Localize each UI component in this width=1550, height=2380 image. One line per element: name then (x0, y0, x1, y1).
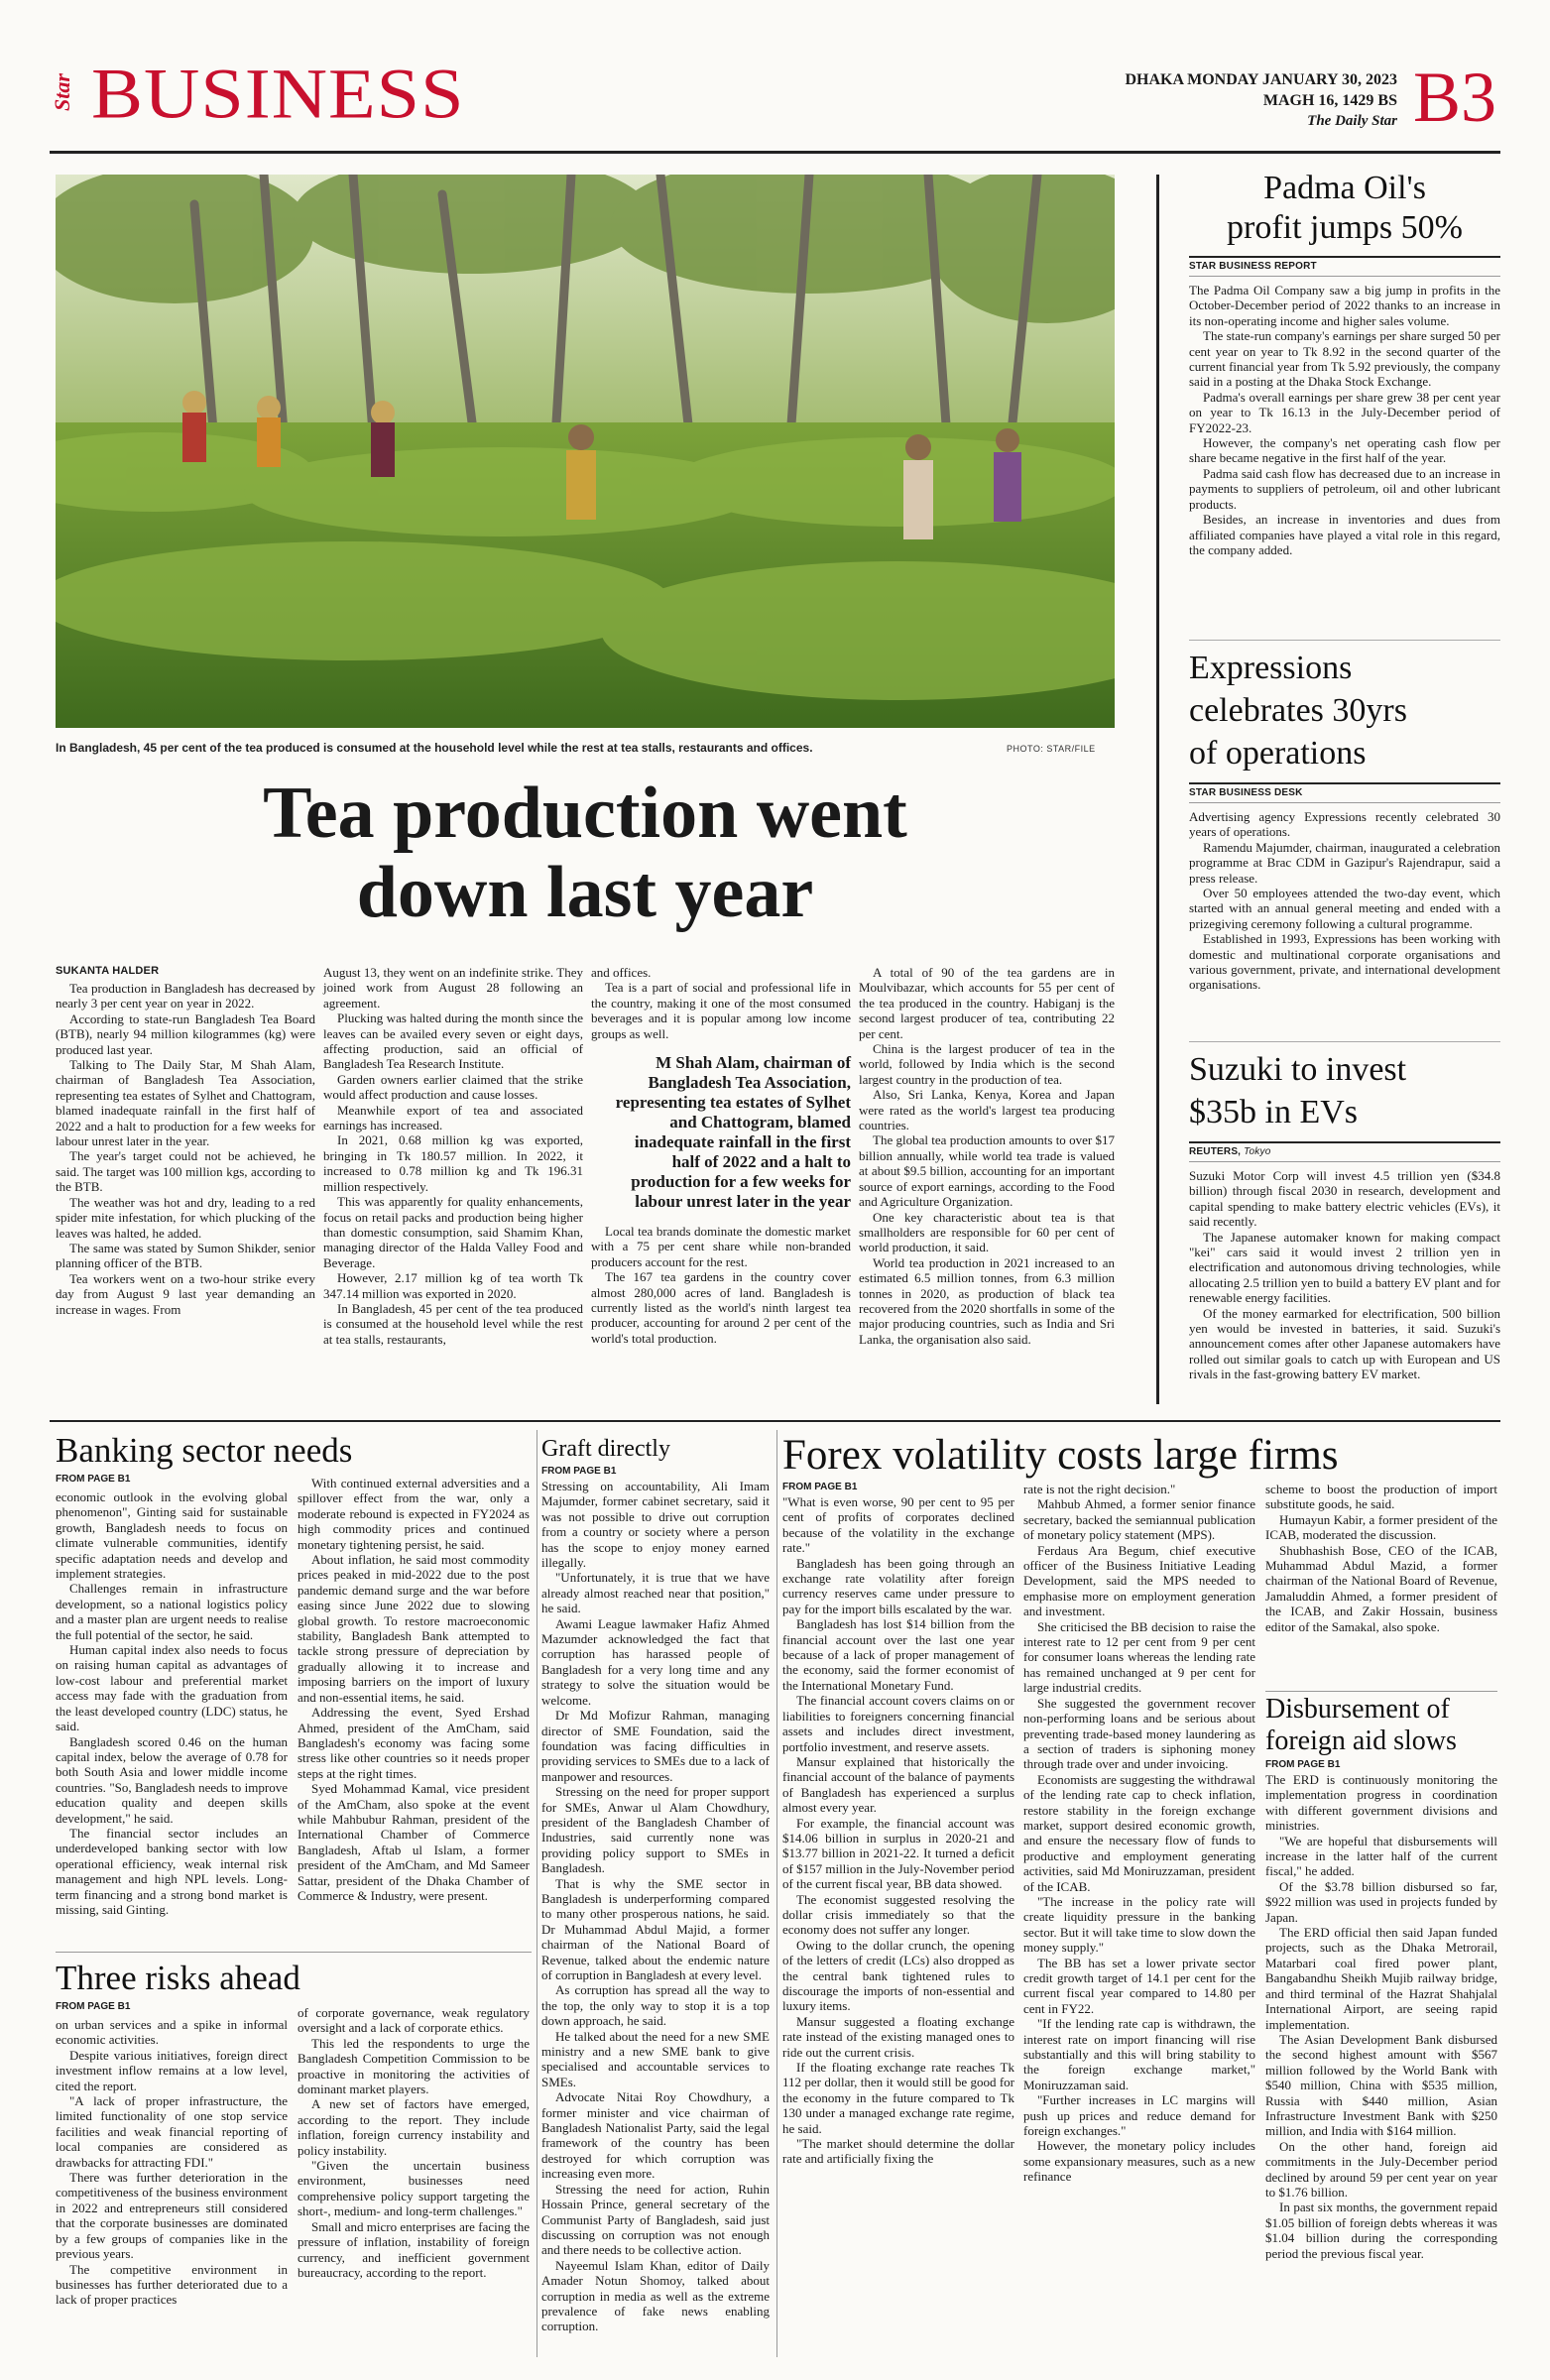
paragraph: Also, Sri Lanka, Kenya, Korea and Japan were rated as the world's largest tea producing countries. (859, 1087, 1115, 1133)
paragraph: Of the $3.78 billion disbursed so far, $922 million was used in projects funded by Japan. (1265, 1878, 1497, 1925)
lead-byline: SUKANTA HALDER (56, 965, 160, 977)
paragraph: The Asian Development Bank disbursed the second highest amount with $567 million followed by the World Bank with $540 million, China with $535 million, Russia with $440 million, Asian Infrastructure Investment Bank with $250 million, and India with $164 million. (1265, 2031, 1497, 2139)
paragraph: Suzuki Motor Corp will invest 4.5 trillion yen ($34.8 billion) through fiscal 2030 in research, development and capital spending to make battery electric vehicles (EVs), it said recently. (1189, 1168, 1500, 1230)
paragraph: rate is not the right decision." (1023, 1482, 1176, 1496)
paragraph: Shubhashish Bose, CEO of the ICAB, Muhammad Abdul Mazid, a former chairman of the National Board of Revenue, Jamaluddin Ahmed, a former president of the ICAB, and Zakir Hossain, business editor of the Samakal, also spoke. (1265, 1542, 1497, 1634)
paragraph: Small and micro enterprises are facing the pressure of inflation, instability of foreign currency, and inefficient government bureaucracy, according to the report. (298, 2218, 530, 2280)
paragraph: In 2021, 0.68 million kg was exported, bringing in Tk 180.57 million. In 2022, it increased to 0.78 million kg and Tk 196.31 million respectively. (323, 1132, 583, 1194)
paragraph: World tea production in 2021 increased to an estimated 6.5 million tonnes, from 6.3 million tonnes in 2020, as production of black tea recovered from the 2020 shortfalls in some of the major producing countries, such as India and Sri Lanka, the organisation also said. (859, 1254, 1115, 1347)
paragraph: Syed Mohammad Kamal, vice president of the AmCham, also spoke at the event while Mahbubur Rahman, president of the International Chamber of Commerce Bangladesh, Aftab ul Islam, a former president of the AmCham, and Md Sameer Sattar, president of the Dhaka Chamber of Commerce & Industry, were present. (298, 1781, 530, 1903)
aid-story (1265, 1691, 1497, 2261)
lead-col-2 (323, 965, 583, 1347)
paragraph: Mansur suggested a floating exchange rate instead of the existing managed ones to ride out the current crisis. (782, 2013, 1014, 2060)
paragraph: Addressing the event, Syed Ershad Ahmed, president of the AmCham, said Bangladesh's economy was facing some stress like other countries so it needs proper steps at the right times. (298, 1705, 530, 1781)
section-rule (50, 1420, 1500, 1422)
expressions-byline: STAR BUSINESS DESK (1189, 787, 1500, 803)
masthead-rule (50, 151, 1500, 154)
paragraph: Ferdaus Ara Begum, chief executive officer of the Business Initiative Leading Development, said the MPS needed to emphasise more on employment generation and investment. (1023, 1542, 1255, 1619)
lead-col-3 (591, 965, 851, 1346)
paragraph: Bangladesh has lost $14 billion from the financial account over the last one year because of a lack of proper management of the economy, said the former economist of the International Monetary Fund. (782, 1616, 1014, 1693)
suzuki-headline-1: Suzuki to invest (1189, 1051, 1407, 1088)
paragraph: on urban services and a spike in informal economic activities. (56, 2017, 288, 2048)
suzuki-byline-agency: REUTERS, (1189, 1146, 1242, 1157)
paragraph: That is why the SME sector in Bangladesh is underperforming compared to many other prosperous nations, he said. Dr Muhammad Abdul Majid, a former chairman of the National Board of Revenue, talked about the endemic nature of corruption in Bangladesh at every level. (541, 1875, 770, 1982)
paragraph: "Further increases in LC margins will push up prices and reduce demand for foreign exchanges." (1023, 2092, 1255, 2139)
pull-quote: M Shah Alam, chairman of Bangladesh Tea Association, representing tea estates of Sylhet and Chattogram, blamed inadequate rainfall in the first half of 2022 and a halt to production for a few weeks for labour unrest later in the year (615, 1053, 851, 1212)
star-logo: Star (50, 73, 74, 111)
risks-headline: Three risks ahead (56, 1959, 300, 1997)
padma-headline-1: Padma Oil's (1263, 170, 1426, 206)
paragraph: In past six months, the government repaid $1.05 billion of foreign debts whereas it was $1.04 billion during the corresponding period the previous fiscal year. (1265, 2200, 1497, 2261)
paragraph: Tea workers went on a two-hour strike every day from August 9 last year demanding an increase in wages. From (56, 1270, 315, 1317)
tea-garden-photo (56, 175, 1115, 728)
paragraph: "The market should determine the dollar rate and artificially fixing the (782, 2136, 1014, 2167)
paragraph: The year's target could not be achieved, he said. The target was 100 million kgs, according to the BTB. (56, 1148, 315, 1195)
paragraph: Plucking was halted during the month since the leaves can be availed every seven or eight days, affecting production, said an official of Bangladesh Tea Research Institute. (323, 1011, 583, 1072)
paragraph: He talked about the need for a new SME ministry and a new SME bank to give specialised and accountable services to SMEs. (541, 2028, 770, 2089)
paragraph: Tea production in Bangladesh has decreased by nearly 3 per cent year on year in 2022. (56, 981, 315, 1012)
page-number: B3 (1412, 58, 1496, 137)
aid-headline-1: Disbursement of (1265, 1694, 1450, 1725)
expressions-story (1189, 640, 1500, 993)
paragraph: The 167 tea gardens in the country cover almost 280,000 acres of land. Bangladesh is currently listed as the world's ninth largest tea producer, accounting for around 2 per cent of the world's total production. (591, 1269, 851, 1346)
paragraph: Owing to the dollar crunch, the opening of the letters of credit (LCs) also dropped as the central bank tightened rules to discourage the imports of non-essential and luxury items. (782, 1937, 1014, 2014)
paragraph: Nayeemul Islam Khan, editor of Daily Amader Notun Shomoy, talked about corruption in media as well as the extreme prevalence of fake news enabling corruption. (541, 2257, 770, 2334)
suzuki-byline-place: Tokyo (1244, 1146, 1271, 1157)
paragraph: On the other hand, foreign aid commitments in the July-December period declined by around 59 per cent year on year to $1.76 billion. (1265, 2138, 1497, 2200)
paragraph: Besides, an increase in inventories and dues from affiliated companies have played a vital role in this regard, the company added. (1189, 512, 1500, 557)
paragraph: Challenges remain in infrastructure development, so a national logistics policy and a master plan are urgent needs to realise the full potential of the sector, he said. (56, 1581, 288, 1642)
paragraph: Garden owners earlier claimed that the strike would affect production and cause losses. (323, 1071, 583, 1103)
paragraph: Ramendu Majumder, chairman, inaugurated a celebration programme at Brac CDM in Gazipur's Rajendrapur, said a press release. (1189, 839, 1500, 886)
paragraph: "If the lending rate cap is withdrawn, the interest rate on import financing will rise substantially and this will bring stability to the foreign exchange market," Moniruzzaman said. (1023, 2016, 1255, 2092)
paragraph: For example, the financial account was $14.06 billion in surplus in 2020-21 and $13.77 billion in 2021-22. It turned a deficit of $157 million in the July-November period of the current fiscal year, BB data showed. (782, 1815, 1014, 1892)
paragraph: Advocate Nitai Roy Chowdhury, a former minister and vice chairman of Bangladesh Nationalist Party, said the legal framework of the country has been destroyed for which corruption was increasing even more. (541, 2089, 770, 2182)
paragraph: Human capital index also needs to focus on raising human capital as advantages of low-cost labour and preferential market access may fade with the graduation from the least developed country (LDC) status, he said. (56, 1642, 288, 1734)
paragraph: As corruption has spread all the way to the top, the only way to stop it is a top down approach, he said. (541, 1982, 770, 2029)
paragraph: Tea is a part of social and professional life in the country, making it one of the most consumed beverages and it is popular among low income groups as well. (591, 980, 851, 1041)
banking-headline: Banking sector needs (56, 1431, 353, 1470)
paragraph: Over 50 employees attended the two-day event, which started with an annual general meeting and ended with a prizegiving ceremony following a cultural programme. (1189, 886, 1500, 931)
paragraph: About inflation, he said most commodity prices peaked in mid-2022 due to the post pandemic demand surge and the war before easing since June 2022 due to slowing global growth. To restore macroeconomic stability, Bangladesh Bank attempted to tackle strong pressure of depreciation by gradually allowing it to increase and imposing barriers on the import of luxury and non-essential items, he said. (298, 1552, 530, 1705)
section-title: BUSINESS (91, 54, 465, 134)
graft-story (541, 1434, 770, 2334)
paragraph: However, 2.17 million kg of tea worth Tk 347.14 million was exported in 2020. (323, 1270, 583, 1301)
paragraph: Despite various initiatives, foreign direct investment inflow remains at a low level, cited the report. (56, 2047, 288, 2093)
paragraph: "What is even worse, 90 per cent to 95 per cent of profits of corporates declined because of the volatility in the exchange rate." (782, 1494, 1014, 1556)
paragraph: Bangladesh scored 0.46 on the human capital index, below the average of 0.78 for both South Asia and lower middle income countries. "So, Bangladesh needs to improve education quality and deepen skills development," he said. (56, 1733, 288, 1826)
paragraph: Meanwhile export of tea and associated earnings has increased. (323, 1102, 583, 1133)
paragraph: "The increase in the policy rate will create liquidity pressure in the banking sector. But it will take time to slow down the money supply." (1023, 1893, 1255, 1956)
lead-col-1 (56, 965, 315, 1317)
paragraph: Bangladesh has been going through an exchange rate volatility after foreign currency reserves came under pressure to pay for the import bills escalated by the war. (782, 1555, 1014, 1616)
paragraph: Mahbub Ahmed, a former senior finance secretary, backed the semiannual publication of monetary policy statement (MPS). (1023, 1496, 1255, 1543)
banking-from-line: FROM PAGE B1 (56, 1474, 131, 1485)
paragraph: The financial account covers claims on or liabilities to foreigners concerning financial assets and includes direct investment, portfolio investment, and reserve assets. (782, 1693, 1014, 1754)
paragraph: Humayun Kabir, a former president of the ICAB, moderated the discussion. (1265, 1511, 1497, 1543)
paragraph: In Bangladesh, 45 per cent of the tea produced is consumed at the household level while the rest at tea stalls, restaurants, (323, 1300, 583, 1347)
bangla-date: MAGH 16, 1429 BS (1262, 92, 1397, 109)
paragraph: The global tea production amounts to over $17 billion annually, while world tea trade is valued at about $9.5 billion, accounting for an important source of export earnings, according to the Food and Agriculture Organization. (859, 1132, 1115, 1210)
suzuki-byline (1189, 1146, 1500, 1162)
aid-from-line: FROM PAGE B1 (1265, 1759, 1341, 1770)
paragraph: She suggested the government recover non-performing loans and be serious about preventing trade-based money laundering as a section of traders is siphoning money through trade over and under invoicing. (1023, 1695, 1255, 1772)
paragraph: Stressing on accountability, Ali Imam Majumder, former cabinet secretary, said it was not possible to drive out corruption from a country or society where a person has the scope to enjoy money earned illegally. (541, 1479, 770, 1571)
suzuki-story (1189, 1041, 1500, 1382)
paragraph: Dr Md Mofizur Rahman, managing director of SME Foundation, said the foundation was facing difficulties in providing services to SMEs due to a lack of manpower and resources. (541, 1708, 770, 1784)
forex-col-3 (1265, 1482, 1497, 1634)
padma-story (1189, 169, 1500, 557)
paragraph: Padma's overall earnings per share grew 38 per cent year on year to Tk 16.13 in the July-December period of FY2022-23. (1189, 389, 1500, 435)
paragraph: The ERD is continuously monitoring the implementation progress in coordination with different government divisions and ministries. (1265, 1772, 1497, 1834)
column-divider (776, 1430, 777, 2357)
paragraph: The economist suggested resolving the dollar crisis immediately so that the economy does not suffer any longer. (782, 1891, 1014, 1938)
paragraph: One key characteristic about tea is that smallholders are responsible for 60 per cent of world production, it said. (859, 1209, 1115, 1255)
forex-col-1 (782, 1494, 1014, 2167)
paragraph: Local tea brands dominate the domestic market with a 75 per cent share while non-branded producers account for the rest. (591, 1224, 851, 1269)
padma-headline-2: profit jumps 50% (1227, 209, 1463, 246)
paragraph: Advertising agency Expressions recently celebrated 30 years of operations. (1189, 809, 1500, 840)
paragraph: The ERD official then said Japan funded projects, such as the Dhaka Metrorail, Matarbari coal fired power plant, Bangabandhu Sheikh Mujib railway bridge, and third terminal of the Hazrat Shahjalal International Airport, are seeing rapid implementation. (1265, 1925, 1497, 2032)
paragraph: of corporate governance, weak regulatory oversight and a lack of corporate ethics. (298, 2005, 530, 2036)
paragraph: The financial sector includes an underdeveloped banking sector with low operational efficiency, weak internal risk management and high NPL levels. Long-term financing and a strong bond market is missing, said Ginting. (56, 1825, 288, 1917)
photo-caption: In Bangladesh, 45 per cent of the tea produced is consumed at the household level while the rest at tea stalls, restaurants and offices. (56, 741, 813, 755)
paragraph: The Japanese automaker known for making compact "kei" cars said it would invest 2 trillion yen in electrification and autonomous driving technologies, while allocating 2.5 trillion yen to build a battery EV plant and for renewable energy facilities. (1189, 1229, 1500, 1306)
aid-headline-2: foreign aid slows (1265, 1726, 1457, 1756)
paragraph: However, the company's net operating cash flow per share became negative in the first half of the year. (1189, 435, 1500, 466)
paragraph: and offices. (591, 965, 652, 980)
paragraph: There was further deterioration in the competitiveness of the business environment in 2022 and entrepreneurs still considered that the corporate businesses are dominated by a few groups of companies like in the previous years. (56, 2170, 288, 2262)
paragraph: According to state-run Bangladesh Tea Board (BTB), nearly 94 million kilogrammes (kg) were produced last year. (56, 1011, 315, 1057)
paragraph: "Given the uncertain business environment, businesses need comprehensive policy support targeting the short-, medium- and long-term challenges." (298, 2158, 530, 2219)
story-rule (56, 1952, 532, 1953)
expressions-headline-1: Expressions (1189, 650, 1353, 686)
paragraph: "Unfortunately, it is true that we have already almost reached near that position," he said. (541, 1570, 770, 1616)
risks-col-1 (56, 2017, 288, 2308)
paragraph: The competitive environment in businesses has further deteriorated due to a lack of proper practices (56, 2261, 288, 2308)
forex-col-2 (1023, 1482, 1255, 2185)
lead-headline (56, 774, 1115, 932)
paragraph: Awami League lawmaker Hafiz Ahmed Mazumder acknowledged the fact that corruption has harassed people of Bangladesh for a very long time and any strategy to solve the situation would be welcome. (541, 1615, 770, 1708)
paragraph: A total of 90 of the tea gardens are in Moulvibazar, which accounts for 55 per cent of the tea produced in the country. Habiganj is the second largest producer of tea, contributing 22 per cent. (859, 965, 1115, 1041)
expressions-headline-2: celebrates 30yrs (1189, 692, 1407, 729)
dateline: DHAKA MONDAY JANUARY 30, 2023 (1125, 71, 1397, 88)
paragraph: "We are hopeful that disbursements will increase in the latter half of the current fiscal," he added. (1265, 1833, 1497, 1879)
lead-col-4 (859, 965, 1115, 1347)
paragraph: Of the money earmarked for electrification, 500 billion yen would be invested in batteries, it said. Suzuki's announcement comes after other Japanese automakers have rolled out similar goals to catch up with European and US rivals in the fast-growing battery EV market. (1189, 1305, 1500, 1382)
lead-headline-line-2: down last year (356, 852, 814, 933)
padma-byline: STAR BUSINESS REPORT (1189, 261, 1500, 277)
forex-from-line: FROM PAGE B1 (782, 1482, 858, 1492)
paragraph: Stressing the need for action, Ruhin Hossain Prince, general secretary of the Communist Party of Bangladesh, said just discussing on corruption was not enough and there needs to be collective action. (541, 2181, 770, 2258)
risks-from-line: FROM PAGE B1 (56, 2001, 131, 2012)
graft-from-line: FROM PAGE B1 (541, 1466, 617, 1477)
paragraph: The state-run company's earnings per share surged 50 per cent year on year to Tk 8.92 in the second quarter of the current financial year from Tk 5.92 previously, the company said in a posting at the Dhaka Stock Exchange. (1189, 328, 1500, 390)
column-divider (1156, 175, 1159, 1404)
paragraph: Mansur explained that historically the financial account of the balance of payments of Bangladesh has experienced a surplus almost every year. (782, 1753, 1014, 1816)
paragraph: This led the respondents to urge the Bangladesh Competition Commission to be proactive in monitoring the activities of dominant market players. (298, 2035, 530, 2097)
paragraph: The Padma Oil Company saw a big jump in profits in the October-December period of 2022 thanks to an increase in its non-operating income and higher sales volume. (1189, 283, 1500, 328)
paragraph: scheme to boost the production of import substitute goods, he said. (1265, 1482, 1497, 1512)
paragraph: This was apparently for quality enhancements, focus on retail packs and production being higher than domestic consumption, said Shamim Khan, managing director of the Halda Valley Food and Beverage. (323, 1194, 583, 1270)
forex-headline: Forex volatility costs large firms (782, 1432, 1339, 1479)
paragraph: Economists are suggesting the withdrawal of the lending rate cap to check inflation, restore stability in the foreign exchange market, support desired economic growth, and ensure the necessary flow of funds to productive and employment generating activities, said Md Moniruzzaman, president of the ICAB. (1023, 1771, 1255, 1894)
paragraph: Talking to The Daily Star, M Shah Alam, chairman of Bangladesh Tea Association, representing tea estates of Sylhet and Chattogram, blamed inadequate rainfall in the first half of 2022 and a halt to production for a few weeks for labour unrest later in the year. (56, 1057, 315, 1149)
expressions-headline-3: of operations (1189, 735, 1367, 772)
paragraph: If the floating exchange rate reaches Tk 112 per dollar, then it would still be good for the economy in the future compared to Tk 130 under a managed exchange rate regime, he said. (782, 2060, 1014, 2136)
paragraph: economic outlook in the evolving global phenomenon", Ginting said for sustainable growth, Bangladesh needs to focus on climate vulnerable communities, identify specific adaptation needs and develop and implement strategies. (56, 1489, 288, 1582)
paragraph: With continued external adversities and a spillover effect from the war, only a moderate rebound is expected in FY2024 as high commodity prices and continued monetary tightening persist, he said. (298, 1476, 530, 1552)
paragraph: She criticised the BB decision to raise the interest rate to 12 per cent from 9 per cent for consumer loans whereas the lending rate has remained unchanged at 9 per cent for large industrial credits. (1023, 1618, 1255, 1696)
paragraph: Padma said cash flow has decreased due to an increase in payments to suppliers of petroleum, oil and other lubricant products. (1189, 465, 1500, 512)
lead-headline-line-1: Tea production went (263, 773, 907, 854)
graft-headline: Graft directly (541, 1436, 670, 1462)
banking-col-2 (298, 1476, 530, 1903)
risks-col-2 (298, 2005, 530, 2280)
banking-col-1 (56, 1489, 288, 1917)
paper-name: The Daily Star (1307, 113, 1397, 129)
paragraph: August 13, they went on an indefinite strike. They joined work from August 28 following an agreement. (323, 965, 583, 1011)
suzuki-headline-2: $35b in EVs (1189, 1094, 1358, 1130)
paragraph: A new set of factors have emerged, according to the report. They include inflation, foreign currency instability and policy instability. (298, 2096, 530, 2158)
paragraph: "A lack of proper infrastructure, the limited functionality of one stop service facilities and weak financial reporting of local companies are considered as drawbacks for attracting FDI." (56, 2093, 288, 2170)
paragraph: Established in 1993, Expressions has been working with domestic and multinational corporate organisations and various government, private, and international development organisations. (1189, 931, 1500, 993)
photo-credit: PHOTO: STAR/FILE (1007, 744, 1096, 754)
paragraph: Stressing on the need for proper support for SMEs, Anwar ul Alam Chowdhury, president of the Bangladesh Chamber of Industries, said currently none was providing policy support to SMEs in Bangladesh. (541, 1784, 770, 1876)
paragraph: The BB has set a lower private sector credit growth target of 14.1 per cent for the current fiscal year compared to 14.80 per cent in FY22. (1023, 1955, 1255, 2016)
paragraph: The weather was hot and dry, leading to a red spider mite infestation, for which plucking of the leaves was halted, he added. (56, 1194, 315, 1241)
paragraph: The same was stated by Sumon Shikder, senior planning officer of the BTB. (56, 1240, 315, 1271)
paragraph: However, the monetary policy includes some expansionary measures, such as a new refinance (1023, 2138, 1255, 2185)
paragraph: China is the largest producer of tea in the world, followed by India which is the second largest country in the production of tea. (859, 1041, 1115, 1087)
masthead (0, 0, 1550, 169)
